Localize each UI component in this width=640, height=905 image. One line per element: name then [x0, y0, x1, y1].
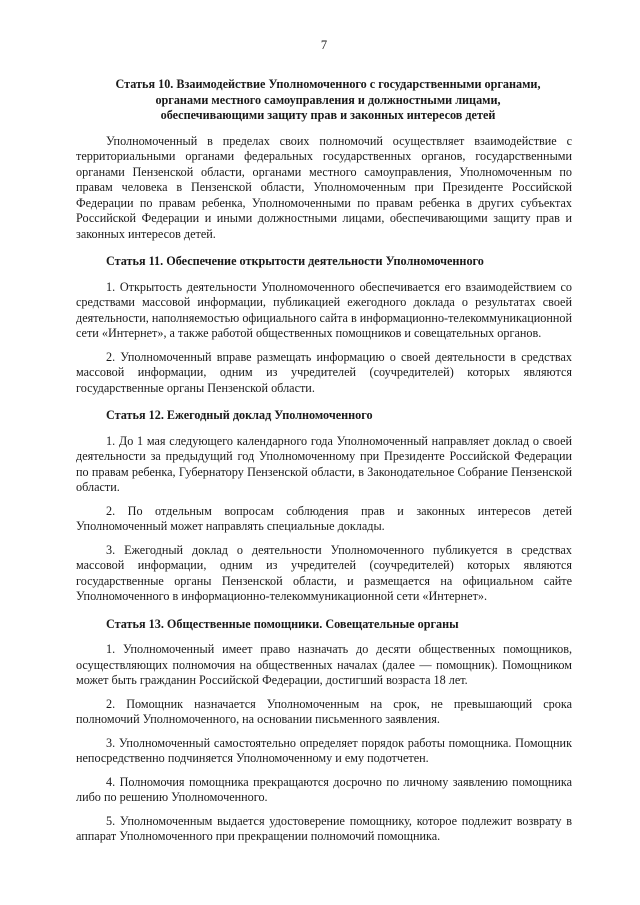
article-title [76, 254, 572, 270]
article-title [76, 77, 572, 124]
title-line: Статья 12. Ежегодный доклад Уполномоченного [106, 408, 373, 422]
paragraph: 1. Открытость деятельности Уполномоченного обеспечивается его взаимодействием со средствами массовой информации, публикацией ежегодного доклада о результатах своей деятельности, наполняемостью официального сайта в информационно-телекоммуникационной сети «Интернет», а также работой общественных помощников и совещательных органов. [76, 279, 572, 340]
article-10 [76, 77, 572, 242]
paragraph: 1. Уполномоченный имеет право назначать до десяти общественных помощников, осуществляющих полномочия на общественных началах (далее — помощник). Помощником может быть гражданин Российской Федерации, достигший возраста 18 лет. [76, 642, 572, 687]
article-12 [76, 408, 572, 605]
article-title [76, 408, 572, 424]
page-number: 7 [320, 38, 328, 52]
paragraph: 2. Помощник назначается Уполномоченным на срок, не превышающий срока полномочий Уполномоченного, на основании письменного заявления. [76, 696, 572, 726]
paragraph: 3. Уполномоченный самостоятельно определяет порядок работы помощника. Помощник непосредственно подчиняется Уполномоченному и ему подотчетен. [76, 735, 572, 765]
paragraph: 3. Ежегодный доклад о деятельности Уполномоченного публикуется в средствах массовой информации, одним из учредителей (соучредителей) которых являются государственные органы Пензенской области, и размещается на официальном сайте Уполномоченного в информационно-телекоммуникационной сети «Интернет». [76, 542, 572, 603]
article-title [76, 617, 572, 633]
paragraph: 1. До 1 мая следующего календарного года Уполномоченный направляет доклад о своей деятельности за предыдущий год Уполномоченному при Президенте Российской Федерации по правам ребенка, Губернатору Пензенской области, в Законодательное Собрание Пензенской области. [76, 433, 572, 494]
title-line: Статья 10. Взаимодействие Уполномоченного с государственными органами, [115, 77, 541, 91]
title-line: обеспечивающими защиту прав и законных интересов детей [160, 108, 496, 122]
title-line: Статья 11. Обеспечение открытости деятельности Уполномоченного [106, 254, 484, 268]
article-11 [76, 254, 572, 396]
paragraph: 2. Уполномоченный вправе размещать информацию о своей деятельности в средствах массовой информации, одним из учредителей (соучредителей) которых являются государственные органы Пензенской области. [76, 349, 572, 395]
paragraph: 5. Уполномоченным выдается удостоверение помощнику, которое подлежит возврату в аппарат Уполномоченного при прекращении полномочий помощника. [76, 813, 572, 843]
title-line: органами местного самоуправления и должностными лицами, [155, 92, 501, 107]
paragraph: 4. Полномочия помощника прекращаются досрочно по личному заявлению помощника либо по решению Уполномоченного. [76, 774, 572, 804]
title-line: Статья 13. Общественные помощники. Совещательные органы [106, 616, 459, 631]
article-13 [76, 617, 572, 845]
paragraph: 2. По отдельным вопросам соблюдения прав и законных интересов детей Уполномоченный может направлять специальные доклады. [76, 503, 572, 533]
paragraph: Уполномоченный в пределах своих полномочий осуществляет взаимодействие с территориальными органами федеральных государственных органов, государственными органами Пензенской области, органами местного самоуправления, Уполномоченным по правам человека в Пензенской области, Уполномоченным при Президенте Российской Федерации по правам ребенка, Уполномоченными по правам ребенка в других субъектах Российской Федерации и иными должностными лицами, обеспечивающими защиту прав и законных интересов детей. [76, 133, 572, 241]
